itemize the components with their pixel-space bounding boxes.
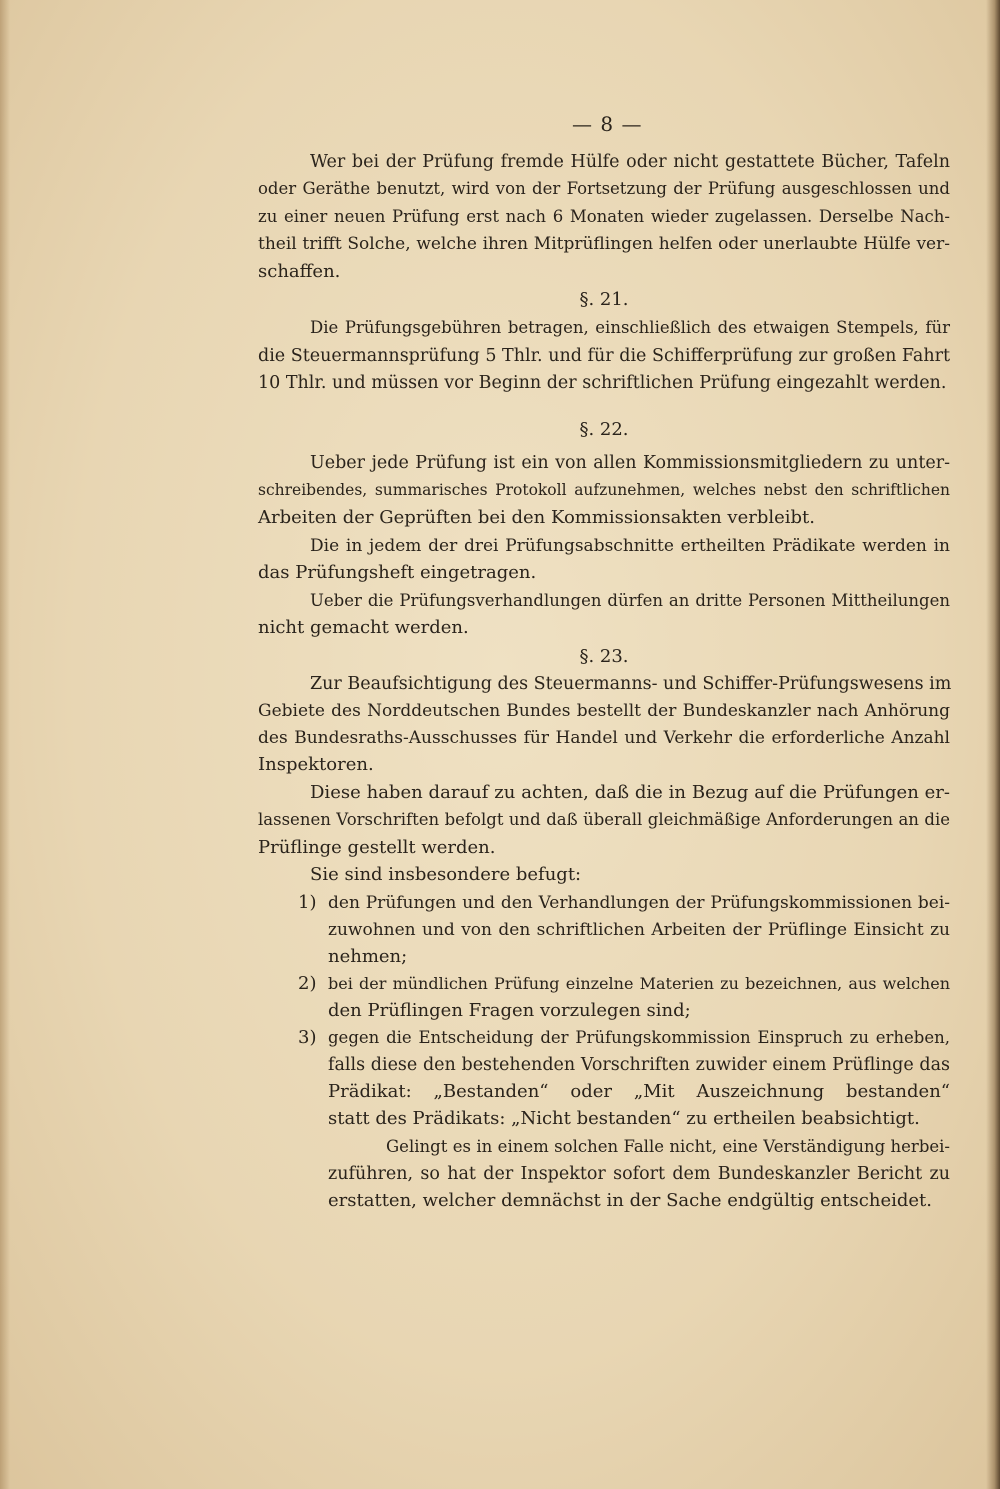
text-line: schaffen.	[258, 261, 341, 282]
text-line: das Prüfungsheft eingetragen.	[258, 562, 537, 583]
text-line: den Prüflingen Fragen vorzulegen sind;	[328, 1000, 691, 1021]
text-line: zu einer neuen Prüfung erst nach 6 Monaten wieder zugelassen. Derselbe Nach-	[258, 207, 950, 226]
text-line: Wer bei der Prüfung fremde Hülfe oder nicht gestattete Bücher, Tafeln	[310, 152, 950, 172]
text-line: Sie sind insbesondere befugt:	[310, 864, 582, 885]
list-number: 1)	[298, 892, 317, 913]
text-line: schreibendes, summarisches Protokoll aufzunehmen, welches nebst den schriftlichen	[258, 481, 950, 499]
text-line: nicht gemacht werden.	[258, 617, 469, 638]
text-line: des Bundesraths-Ausschusses für Handel und Verkehr die erforderliche Anzahl	[258, 728, 950, 748]
text-line: theil trifft Solche, welche ihren Mitprüflingen helfen oder unerlaubte Hülfe ver-	[258, 234, 950, 254]
page-edge-right	[986, 0, 1000, 1489]
text-line: Gelingt es in einem solchen Falle nicht, eine Verständigung herbei-	[386, 1137, 950, 1156]
text-line: die Steuermannsprüfung 5 Thlr. und für die Schifferprüfung zur großen Fahrt	[258, 346, 950, 366]
section-heading: §. 22.	[579, 419, 629, 440]
page-number: — 8 —	[572, 112, 643, 136]
text-line: lassenen Vorschriften befolgt und daß überall gleichmäßige Anforderungen an die	[258, 810, 950, 829]
text-line: nehmen;	[328, 946, 408, 967]
text-line: Arbeiten der Geprüften bei den Kommissionsakten verbleibt.	[258, 507, 816, 528]
text-line: Ueber die Prüfungsverhandlungen dürfen an dritte Personen Mittheilungen	[310, 591, 950, 610]
text-line: gegen die Entscheidung der Prüfungskommission Einspruch zu erheben,	[328, 1028, 950, 1047]
text-line: Die Prüfungsgebühren betragen, einschließlich des etwaigen Stempels, für	[310, 318, 950, 337]
text-line: oder Geräthe benutzt, wird von der Fortsetzung der Prüfung ausgeschlossen und	[258, 179, 950, 198]
text-line: Die in jedem der drei Prüfungsabschnitte ertheilten Prädikate werden in	[310, 536, 950, 556]
text-line: Prädikat: „Bestanden“ oder „Mit Auszeichnung bestanden“	[328, 1081, 950, 1102]
text-line: den Prüfungen und den Verhandlungen der Prüfungskommissionen bei-	[328, 893, 950, 913]
text-line: Diese haben darauf zu achten, daß die in Bezug auf die Prüfungen er-	[310, 782, 950, 803]
text-line: Gebiete des Norddeutschen Bundes bestellt der Bundeskanzler nach Anhörung	[258, 701, 950, 721]
list-number: 2)	[298, 973, 317, 994]
section-heading: §. 23.	[579, 646, 629, 667]
text-line: erstatten, welcher demnächst in der Sache endgültig entscheidet.	[328, 1190, 933, 1211]
text-line: Zur Beaufsichtigung des Steuermanns- und Schiffer-Prüfungswesens im	[310, 674, 952, 694]
page-edge-left	[0, 0, 10, 1489]
text-line: falls diese den bestehenden Vorschriften zuwider einem Prüflinge das	[328, 1055, 950, 1075]
text-line: zuführen, so hat der Inspektor sofort dem Bundeskanzler Bericht zu	[328, 1164, 950, 1184]
text-line: zuwohnen und von den schriftlichen Arbeiten der Prüflinge Einsicht zu	[328, 920, 950, 940]
text-line: 10 Thlr. und müssen vor Beginn der schriftlichen Prüfung eingezahlt werden.	[258, 373, 947, 393]
text-line: Ueber jede Prüfung ist ein von allen Kommissionsmitgliedern zu unter-	[310, 453, 950, 473]
text-line: Inspektoren.	[258, 754, 374, 775]
text-line: statt des Prädikats: „Nicht bestanden“ zu ertheilen beabsichtigt.	[328, 1108, 920, 1129]
section-heading: §. 21.	[579, 289, 629, 310]
text-line: bei der mündlichen Prüfung einzelne Materien zu bezeichnen, aus welchen	[328, 974, 950, 993]
text-line: Prüflinge gestellt werden.	[258, 837, 496, 858]
list-number: 3)	[298, 1027, 317, 1048]
